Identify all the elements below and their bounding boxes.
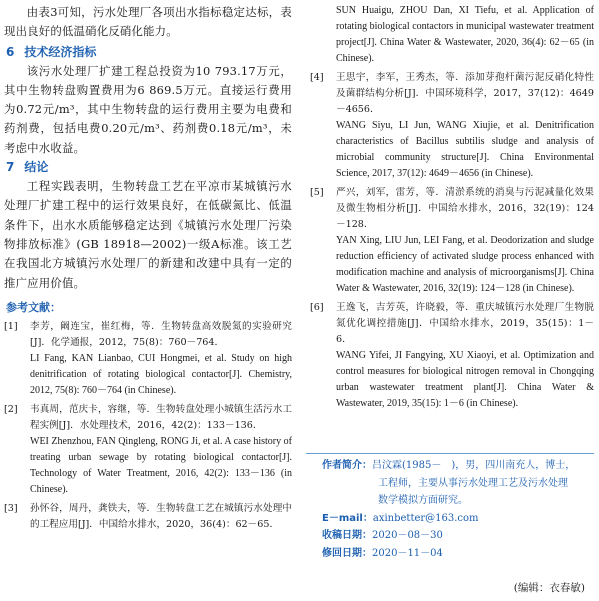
revised-date-row: [306, 545, 594, 563]
reference-item-6: [306, 300, 594, 412]
reference-item-1: [0, 319, 292, 399]
received-date-row: [306, 527, 594, 545]
reference-chinese: 李芳，阚连宝，崔红梅，等．生物转盘高效脱氮的实验研究[J]．化学通报，2012，75(8)：760－764．: [30, 320, 292, 348]
reference-chinese: 王思宇，李军，王秀杰，等．添加芽孢杆菌污泥反硝化特性及菌群结构分析[J]．中国环境科学，2017，37(12)：4649－4656．: [336, 72, 594, 115]
reference-english: LI Fang, KAN Lianbao, CUI Hongmei, et al. Study on high denitrification of rotating biological contactor[J]. Chemistry, 2012, 75(8): 760－764 (in Chinese).: [30, 352, 292, 396]
author-bio-line-2: 工程师，主要从事污水处理工艺及污水处理: [378, 477, 568, 489]
reference-english: YAN Xing, LIU Jun, LEI Fang, et al. Deodorization and sludge reduction efficiency of activated sludge process enhanced with modification machine and analysis of microorganisms[J]. China Water & Wastewater, 2016, 32(19): 124－128 (in Chinese).: [336, 235, 594, 294]
reference-item-2: [0, 402, 292, 498]
author-bio-label: 作者简介：: [322, 460, 372, 471]
reference-index: [1]: [4, 320, 18, 332]
reference-index: [2]: [4, 403, 18, 415]
revised-date: 2020－11－04: [372, 547, 443, 559]
paragraph-economic-indicators: 该污水处理厂扩建工程总投资为10 793.17万元，其中生物转盘购置费用为6 869.5万元。直接运行费用为0.72元/m³，其中生物转盘的运行费用主要为电费和药剂费，包括电费0.20元/m³、药剂费0.18元/m³，未考虑中水收益。: [4, 63, 292, 155]
reference-index: [3]: [4, 502, 18, 514]
email-label: E－mail：: [322, 512, 373, 524]
reference-item-4: [306, 70, 594, 182]
received-date-label: 收稿日期：: [322, 530, 372, 541]
reference-english: WANG Siyu, LI Jun, WANG Xiujie, et al. Denitrification characteristics of Bacillus subtilis sludge and analysis of microbial community structure[J]. China Environmental Science, 2017, 37(12): 4649－4656 (in Chinese).: [336, 120, 594, 179]
email-link[interactable]: axinbetter@163.com: [372, 512, 479, 524]
reference-index: [5]: [310, 187, 324, 198]
reference-chinese: 孙怀谷，周丹，龚铁夫，等．生物转盘工艺在城镇污水处理中的工程应用[J]．中国给水排水，2020，36(4)：62－65．: [30, 502, 292, 530]
reference-item-3-continued: [306, 3, 594, 67]
section-number: 6: [6, 44, 15, 59]
reference-english: WANG Yifei, JI Fangying, XU Xiaoyi, et al. Optimization and control measures for biological nitrogen removal in Chongqing urban wastewater treatment plant[J]. China Water & Wastewater, 2019, 35(15): 1－6 (in Chinese).: [336, 350, 594, 409]
reference-index: [4]: [310, 72, 324, 83]
reference-chinese: 韦真周，范庆卡，容继，等．生物转盘处理小城镇生活污水工程实例[J]．水处理技术，2016，42(2)：133－136．: [30, 403, 292, 431]
paragraph-conclusion: 工程实践表明，生物转盘工艺在平凉市某城镇污水处理厂扩建工程中的运行效果良好，在低碳氮比、低温条件下，出水水质能够稳定达到《城镇污水处理厂污染物排放标准》(GB 18918—2002)一级A标准。该工艺在我国北方城镇污水处理厂的新建和改建中具有一定的推广应用价值。: [4, 179, 292, 290]
section-title: 技术经济指标: [24, 44, 97, 59]
reference-chinese: 严兴，刘军，雷芳，等．清淤系统的消臭与污泥减量化效果及微生物相分析[J]．中国给水排水，2016，32(19)：124－128．: [336, 187, 594, 230]
reference-english: SUN Huaigu, ZHOU Dan, XI Tiefu, et al. Application of rotating biological contactors in municipal wastewater treatment project[J]. China Water & Wastewater, 2020, 36(4): 62－65 (in Chinese).: [336, 5, 594, 64]
reference-english: WEI Zhenzhou, FAN Qingleng, RONG Ji, et al. A case history of treating urban sewage by rotating biological contactor[J]. Technology of Water Treatment, 2016, 42(2): 133－136 (in Chinese).: [30, 435, 292, 495]
left-column: [0, 0, 292, 536]
author-info-divider: [306, 453, 594, 454]
editor-credit: (编辑：衣春敏): [513, 582, 585, 594]
section-number: 7: [6, 160, 15, 175]
right-column: [306, 0, 594, 415]
section-heading-7: [0, 158, 292, 177]
reference-item-5: [306, 185, 594, 297]
author-bio-line-3: 数学模拟方面研究。: [378, 495, 468, 506]
section-heading-6: [0, 43, 292, 62]
author-bio-row: [306, 457, 594, 475]
reference-index: [6]: [310, 302, 324, 313]
reference-item-3: [0, 501, 292, 533]
references-heading: 参考文献：: [6, 300, 61, 314]
received-date: 2020－08－30: [372, 530, 443, 541]
paragraph-table3-summary: 由表3可知，污水处理厂各项出水指标稳定达标，表现出良好的低温硝化反硝化能力。: [4, 5, 292, 39]
email-row: [306, 510, 594, 528]
reference-chinese: 王逸飞，吉芳英，许晓毅，等．重庆城镇污水处理厂生物脱氮优化调控措施[J]．中国给水排水，2019，35(15)：1－6．: [336, 302, 594, 345]
author-bio-line-1: 吕汶霖(1985－ )，男，四川南充人，博士，: [372, 460, 576, 471]
revised-date-label: 修回日期：: [322, 547, 372, 559]
section-title: 结论: [24, 160, 49, 175]
author-info-block: [306, 457, 594, 562]
